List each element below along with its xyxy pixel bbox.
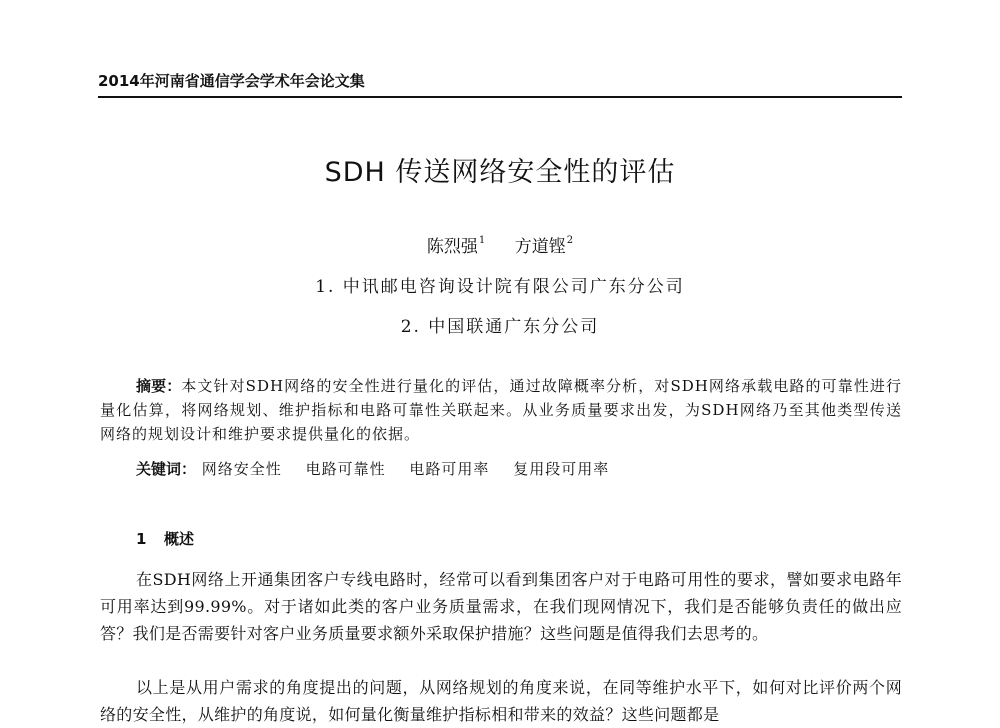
author-affiliation-mark: 2 bbox=[566, 235, 574, 246]
author-1 bbox=[427, 232, 485, 257]
author-affiliation-mark: 1 bbox=[478, 235, 486, 246]
author-2 bbox=[515, 232, 573, 257]
body-paragraph-1: 在SDH网络上开通集团客户专线电路时，经常可以看到集团客户对于电路可用性的要求，譬如要求电路年可用率达到99.99%。对于诸如此类的客户业务质量需求，在我们现网情况下，我们是否能够负责任的做出应答？我们是否需要针对客户业务质量要求额外采取保护措施？这些问题是值得我们去思考的。 bbox=[100, 570, 902, 643]
author-name: 陈烈强 bbox=[426, 237, 478, 257]
affiliation-1: 1. 中讯邮电咨询设计院有限公司广东分公司 bbox=[315, 277, 685, 297]
keyword: 网络安全性 bbox=[201, 460, 282, 478]
abstract bbox=[100, 374, 902, 446]
section-number: 1 bbox=[136, 530, 147, 548]
keywords bbox=[136, 458, 627, 479]
keyword: 复用段可用率 bbox=[513, 460, 610, 478]
keyword: 电路可靠性 bbox=[305, 460, 386, 478]
section-heading bbox=[136, 528, 194, 549]
section-title: 概述 bbox=[164, 530, 195, 548]
author-line bbox=[0, 232, 1000, 257]
abstract-text: 本文针对SDH网络的安全性进行量化的评估，通过故障概率分析，对SDH网络承载电路的可靠性进行量化估算，将网络规划、维护指标和电路可靠性关联起来。从业务质量要求出发，为SDH网络乃至其他类型传送网络的规划设计和维护要求提供量化的依据。 bbox=[100, 377, 902, 443]
body-paragraph-2: 以上是从用户需求的角度提出的问题，从网络规划的角度来说，在同等维护水平下，如何对比评价两个网络的安全性，从维护的角度说，如何量化衡量维护指标相和带来的效益？这些问题都是 bbox=[100, 678, 902, 724]
running-header: 2014年河南省通信学会学术年会论文集 bbox=[98, 72, 365, 90]
paper-title: SDH 传送网络安全性的评估 bbox=[324, 157, 676, 188]
keyword: 电路可用率 bbox=[409, 460, 490, 478]
keywords-label: 关键词： bbox=[136, 460, 197, 478]
affiliation-2: 2. 中国联通广东分公司 bbox=[400, 317, 600, 337]
abstract-label: 摘要： bbox=[136, 377, 182, 395]
header-rule bbox=[98, 96, 902, 98]
author-name: 方道铿 bbox=[514, 237, 566, 257]
